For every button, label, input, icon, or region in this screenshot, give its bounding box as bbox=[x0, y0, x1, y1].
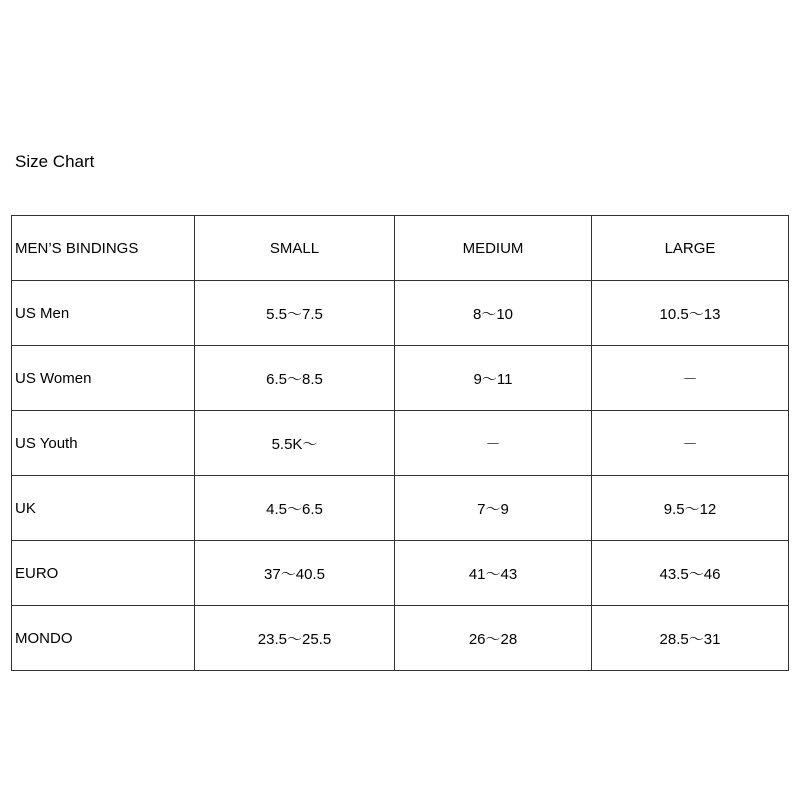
table-row bbox=[12, 476, 789, 541]
table-row bbox=[12, 606, 789, 671]
cell-large: 10.5～13 bbox=[592, 281, 789, 346]
row-label: US Women bbox=[12, 346, 195, 411]
row-label: EURO bbox=[12, 541, 195, 606]
size-chart-table bbox=[11, 215, 789, 671]
cell-small: 5.5～7.5 bbox=[195, 281, 395, 346]
header-bindings: MEN’S BINDINGS bbox=[12, 216, 195, 281]
page-title: Size Chart bbox=[15, 152, 95, 171]
cell-small: 5.5K～ bbox=[195, 411, 395, 476]
header-large: LARGE bbox=[592, 216, 789, 281]
cell-large: － bbox=[592, 346, 789, 411]
header-small: SMALL bbox=[195, 216, 395, 281]
cell-medium: － bbox=[395, 411, 592, 476]
cell-medium: 8～10 bbox=[395, 281, 592, 346]
cell-medium: 7～9 bbox=[395, 476, 592, 541]
table-header-row bbox=[12, 216, 789, 281]
row-label: US Men bbox=[12, 281, 195, 346]
cell-small: 4.5～6.5 bbox=[195, 476, 395, 541]
row-label: MONDO bbox=[12, 606, 195, 671]
header-medium: MEDIUM bbox=[395, 216, 592, 281]
table-row bbox=[12, 541, 789, 606]
row-label: US Youth bbox=[12, 411, 195, 476]
cell-medium: 41～43 bbox=[395, 541, 592, 606]
cell-medium: 9～11 bbox=[395, 346, 592, 411]
cell-small: 23.5～25.5 bbox=[195, 606, 395, 671]
cell-medium: 26～28 bbox=[395, 606, 592, 671]
table-row bbox=[12, 411, 789, 476]
table-row bbox=[12, 281, 789, 346]
cell-large: 43.5～46 bbox=[592, 541, 789, 606]
cell-large: － bbox=[592, 411, 789, 476]
cell-large: 28.5～31 bbox=[592, 606, 789, 671]
row-label: UK bbox=[12, 476, 195, 541]
table-row bbox=[12, 346, 789, 411]
cell-small: 37～40.5 bbox=[195, 541, 395, 606]
cell-small: 6.5～8.5 bbox=[195, 346, 395, 411]
cell-large: 9.5～12 bbox=[592, 476, 789, 541]
